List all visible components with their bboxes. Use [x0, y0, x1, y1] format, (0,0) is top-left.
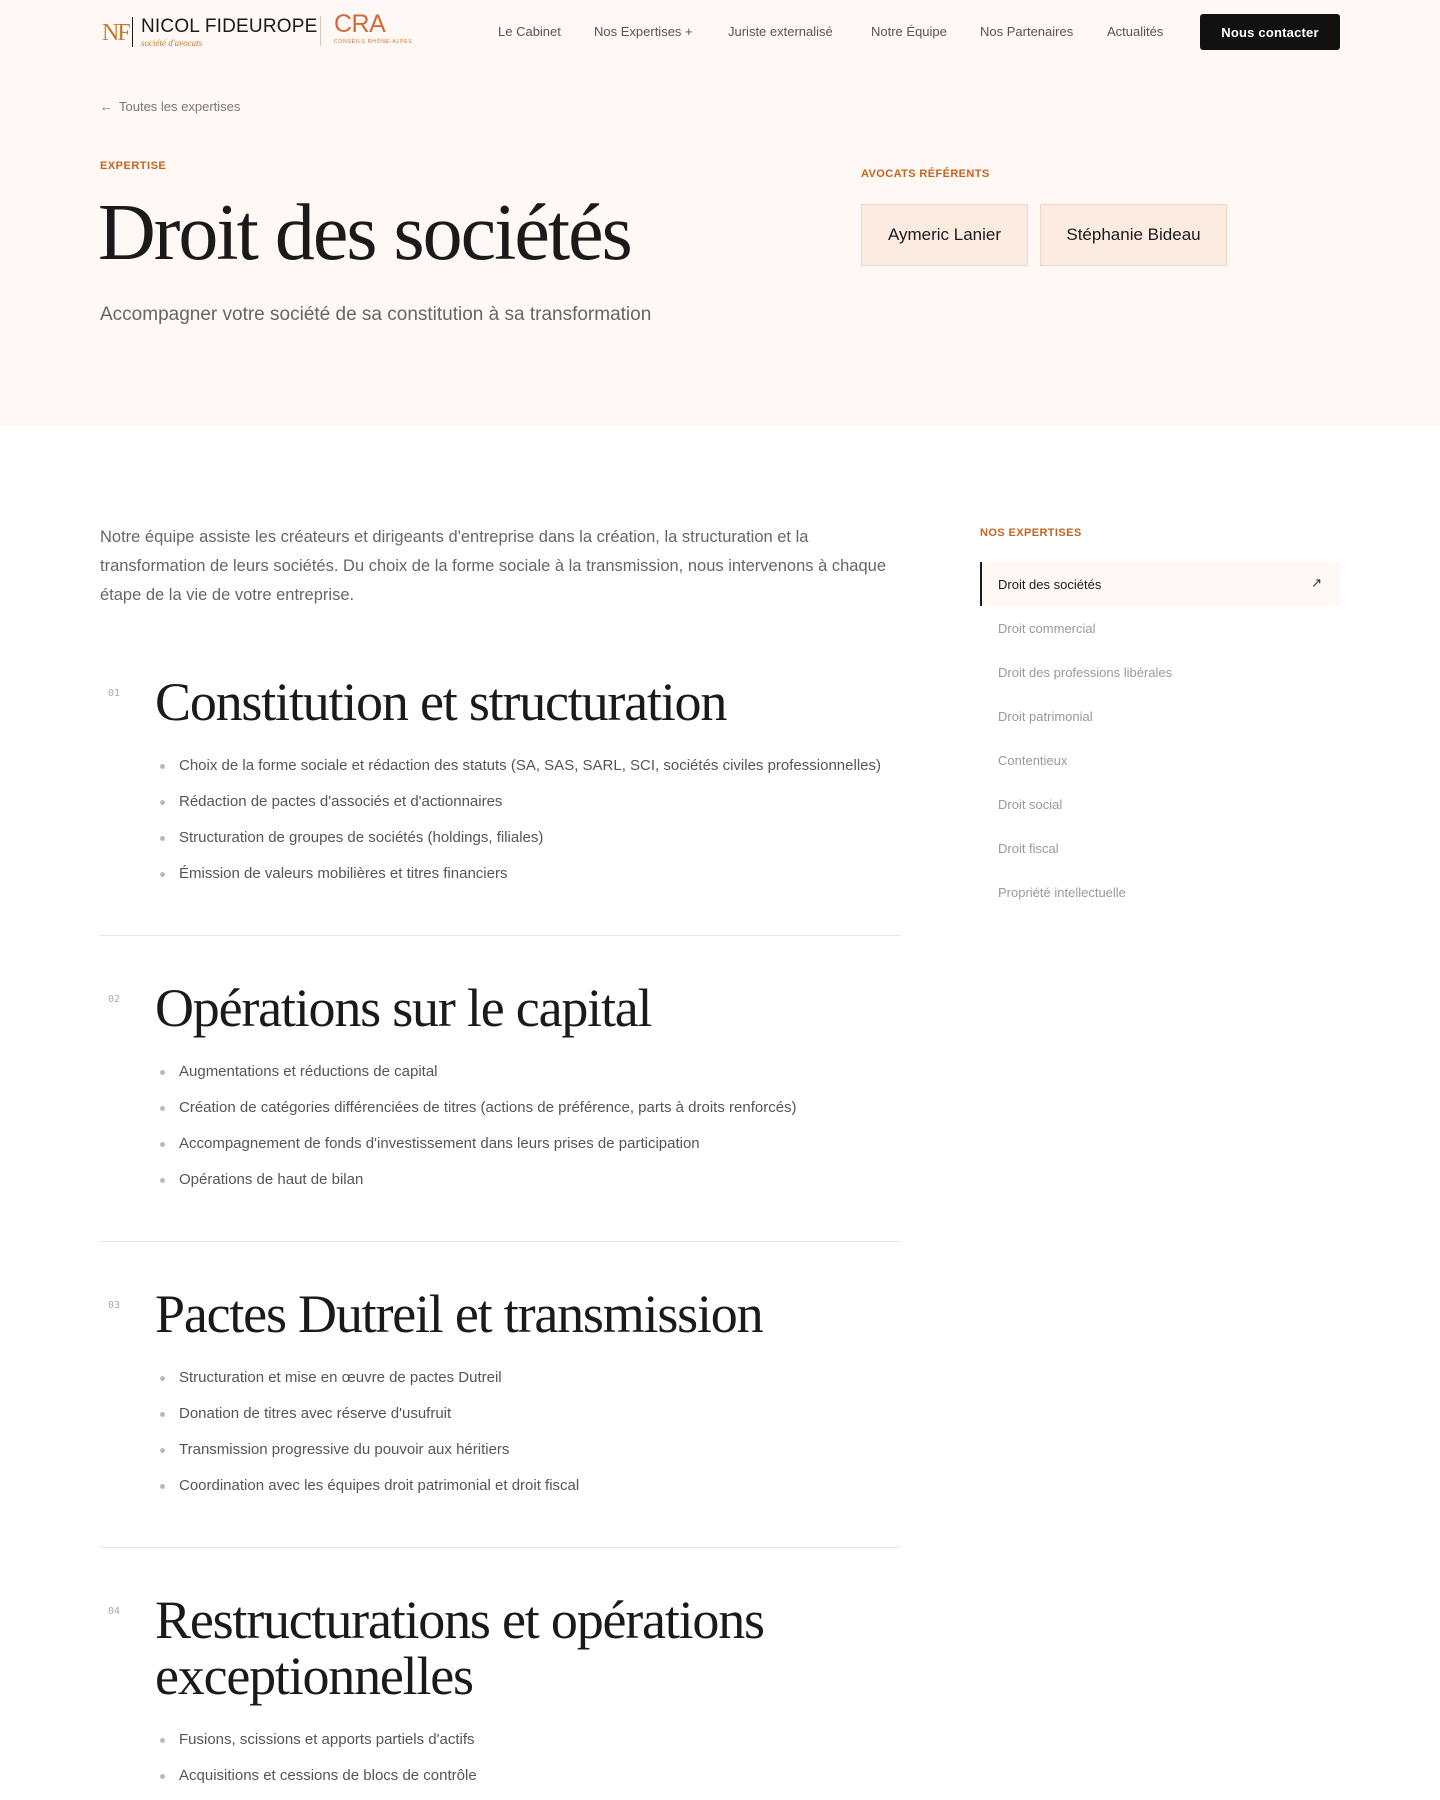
- section-title: Restructurations et opérations exceptionnelles: [155, 1590, 764, 1706]
- sidebar-item-contentieux[interactable]: [980, 738, 1340, 782]
- section-title: Constitution et structuration: [155, 672, 727, 732]
- list-item: Rédaction de pactes d'associés et d'actionnaires: [160, 792, 881, 828]
- back-link-label: Toutes les expertises: [119, 99, 241, 114]
- sidebar-item-droit-social[interactable]: [980, 782, 1340, 826]
- list-item: Transmission progressive du pouvoir aux héritiers: [160, 1440, 579, 1476]
- arrow-up-right-icon: ↗: [1311, 575, 1322, 590]
- section-divider: [100, 1547, 900, 1548]
- sidebar-item-droit-fiscal[interactable]: [980, 826, 1340, 870]
- sidebar-item-droit-des-societes[interactable]: [980, 562, 1340, 606]
- sidebar-item-droit-commercial[interactable]: [980, 606, 1340, 650]
- nav-nos-partenaires[interactable]: Nos Partenaires: [980, 24, 1074, 39]
- contact-button[interactable]: Nous contacter: [1200, 14, 1340, 50]
- list-item: Fusions, scissions et apports partiels d'actifs: [160, 1730, 477, 1766]
- nf-monogram-icon: NF: [102, 20, 129, 46]
- sidebar-item-propriete-intellectuelle[interactable]: [980, 870, 1340, 914]
- nav-juriste-externalise[interactable]: Juriste externalisé: [728, 24, 833, 39]
- list-item: Choix de la forme sociale et rédaction des statuts (SA, SAS, SARL, SCI, sociétés civiles professionnelles): [160, 756, 881, 792]
- section-list: [160, 1062, 797, 1206]
- list-item: Opérations de haut de bilan: [160, 1170, 797, 1206]
- section-number: 01: [108, 688, 121, 699]
- list-item: Création de catégories différenciées de titres (actions de préférence, parts à droits renforcés): [160, 1098, 797, 1134]
- logo-nf-text: [141, 17, 318, 48]
- lawyer-chip-stephanie-bideau[interactable]: Stéphanie Bideau: [1040, 204, 1227, 266]
- page-title: Droit des sociétés: [98, 189, 631, 277]
- list-item: Émission de valeurs mobilières et titres financiers: [160, 864, 881, 900]
- logo-nf-name: NICOL FIDEUROPE: [141, 15, 318, 37]
- logo-cra[interactable]: [334, 12, 413, 45]
- intro-paragraph: Notre équipe assiste les créateurs et dirigeants d'entreprise dans la création, la structuration et la transformation de leurs sociétés. Du choix de la forme sociale à la transmission, nous intervenons à chaque étape de la vie de votre entreprise.: [100, 528, 886, 604]
- section-title: Pactes Dutreil et transmission: [155, 1284, 763, 1344]
- expertises-sidebar: [980, 562, 1340, 914]
- nav-notre-equipe[interactable]: Notre Équipe: [871, 24, 947, 39]
- logo-separator: [132, 17, 133, 47]
- nav-nos-expertises[interactable]: Nos Expertises +: [594, 24, 693, 39]
- sidebar-item-label: Droit commercial: [998, 620, 1096, 636]
- list-item: Structuration et mise en œuvre de pactes Dutreil: [160, 1368, 579, 1404]
- section-number: 03: [108, 1300, 121, 1311]
- list-item: Coordination avec les équipes droit patrimonial et droit fiscal: [160, 1476, 579, 1512]
- sidebar-item-label: Droit patrimonial: [998, 708, 1093, 724]
- section-divider: [100, 1241, 900, 1242]
- back-to-expertises-link[interactable]: [100, 99, 240, 114]
- section-number: 02: [108, 994, 121, 1005]
- logo-cra-name: CRA: [334, 10, 386, 38]
- list-item: Augmentations et réductions de capital: [160, 1062, 797, 1098]
- section-number: 04: [108, 1606, 121, 1617]
- nav-le-cabinet[interactable]: Le Cabinet: [498, 24, 561, 39]
- nav-actualites[interactable]: Actualités: [1107, 24, 1164, 39]
- section-list: [160, 756, 881, 900]
- arrow-left-icon: ←: [100, 99, 113, 114]
- sidebar-item-droit-patrimonial[interactable]: [980, 694, 1340, 738]
- list-item: Donation de titres avec réserve d'usufruit: [160, 1404, 579, 1440]
- list-item: Structuration de groupes de sociétés (holdings, filiales): [160, 828, 881, 864]
- list-item: Acquisitions et cessions de blocs de contrôle: [160, 1766, 477, 1800]
- sidebar-item-label: Droit fiscal: [998, 840, 1059, 856]
- logo-nicol-fideurope[interactable]: [100, 14, 318, 50]
- section-title: Opérations sur le capital: [155, 978, 652, 1038]
- section-divider: [100, 935, 900, 936]
- logo-nf-tagline: société d'avocats: [141, 37, 203, 48]
- sidebar-label: NOS EXPERTISES: [980, 527, 1082, 539]
- lawyers-label: AVOCATS RÉFÉRENTS: [861, 168, 990, 180]
- hero-eyebrow: EXPERTISE: [100, 160, 167, 172]
- logos-divider: [320, 16, 321, 46]
- site-header: [0, 0, 1440, 64]
- sidebar-item-label: Contentieux: [998, 752, 1068, 768]
- sidebar-item-label: Propriété intellectuelle: [998, 884, 1126, 900]
- sidebar-item-professions-liberales[interactable]: [980, 650, 1340, 694]
- sidebar-item-label: Droit des sociétés: [998, 576, 1102, 592]
- sidebar-item-label: Droit social: [998, 796, 1063, 812]
- section-list: [160, 1368, 579, 1512]
- section-list: [160, 1730, 477, 1800]
- logo-cra-tagline: CONSEILS RHÔNE-ALPES: [334, 39, 413, 45]
- page-subtitle: Accompagner votre société de sa constitution à sa transformation: [100, 304, 652, 325]
- lawyer-chip-aymeric-lanier[interactable]: Aymeric Lanier: [861, 204, 1028, 266]
- list-item: Accompagnement de fonds d'investissement dans leurs prises de participation: [160, 1134, 797, 1170]
- sidebar-item-label: Droit des professions libérales: [998, 664, 1173, 680]
